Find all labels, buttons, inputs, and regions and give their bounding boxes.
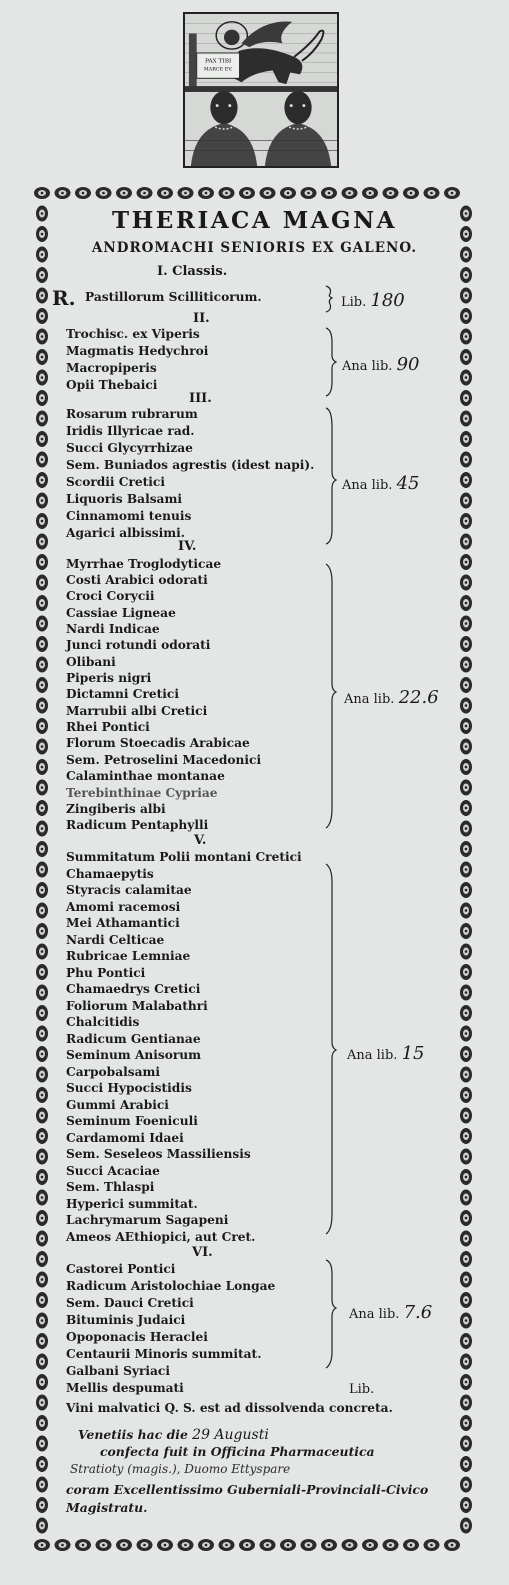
border-ornament — [36, 1354, 48, 1370]
ingredient-line: Piperis nigri — [66, 671, 152, 685]
border-ornament — [362, 1539, 378, 1551]
border-ornament — [36, 1128, 48, 1144]
border-ornament — [36, 821, 48, 837]
ingredient-line: Radicum Gentianae — [66, 1032, 201, 1046]
border-ornament — [75, 187, 91, 199]
border-ornament — [36, 1067, 48, 1083]
border-ornament — [260, 187, 276, 199]
border-ornament — [460, 739, 472, 755]
dose-class-1 — [341, 290, 405, 311]
class-heading-5: V. — [194, 833, 207, 848]
border-ornament — [460, 1313, 472, 1329]
ingredient-line: Sem. Thlaspi — [66, 1180, 155, 1194]
border-ornament — [178, 1539, 194, 1551]
border-ornament — [36, 554, 48, 570]
class-heading-2: II. — [193, 311, 210, 326]
footer-date-line — [78, 1427, 269, 1443]
border-ornament — [321, 187, 337, 199]
ingredient-line: Liquoris Balsami — [66, 492, 182, 506]
ingredient-line: Myrrhae Troglodyticae — [66, 557, 222, 571]
border-ornament — [137, 1539, 153, 1551]
border-ornament — [36, 1477, 48, 1493]
dose-label: Ana lib. — [347, 1048, 398, 1063]
ingredient-line: Olibani — [66, 655, 116, 669]
border-ornament — [96, 1539, 112, 1551]
ingredient-line: Carpobalsami — [66, 1065, 161, 1079]
ingredient-line: Junci rotundi odorati — [66, 638, 211, 652]
border-ornament — [460, 308, 472, 324]
border-ornament — [460, 513, 472, 529]
ingredient-line: Ameos AEthiopici, aut Cret. — [66, 1230, 256, 1244]
border-ornament — [383, 187, 399, 199]
border-ornament — [36, 288, 48, 304]
border-ornament — [36, 780, 48, 796]
dose-label: Ana lib. — [349, 1307, 400, 1322]
border-ornament — [116, 1539, 132, 1551]
border-ornament — [460, 1026, 472, 1042]
ingredient-line: Succi Acaciae — [66, 1164, 160, 1178]
grouping-braces — [318, 282, 338, 1407]
border-ornament — [460, 1046, 472, 1062]
border-ornament — [36, 534, 48, 550]
border-ornament — [36, 616, 48, 632]
border-ornament — [460, 534, 472, 550]
brace-class-2 — [326, 328, 336, 396]
border-ornament — [36, 267, 48, 283]
ingredient-line-honey: Mellis despumati — [66, 1381, 184, 1395]
border-ornament — [460, 944, 472, 960]
ingredient-line: Agarici albissimi. — [66, 526, 186, 540]
border-ornament — [137, 187, 153, 199]
border-ornament — [36, 841, 48, 857]
ingredient-line: Rubricae Lemniae — [66, 949, 191, 963]
border-ornament — [36, 800, 48, 816]
ingredient-line: Foliorum Malabathri — [66, 999, 208, 1013]
border-ornament — [36, 1456, 48, 1472]
border-ornament — [460, 923, 472, 939]
border-ornament — [36, 390, 48, 406]
border-ornament — [460, 759, 472, 775]
border-ornament — [157, 1539, 173, 1551]
border-ornament — [460, 1374, 472, 1390]
ingredient-line: Terebinthinae Cypriae — [66, 786, 218, 800]
border-ornament — [36, 452, 48, 468]
brace-class-1 — [326, 286, 332, 312]
border-ornament — [198, 1539, 214, 1551]
border-ornament — [36, 739, 48, 755]
border-ornament — [460, 472, 472, 488]
border-ornament — [460, 903, 472, 919]
ingredient-line: Opoponacis Heraclei — [66, 1330, 208, 1344]
ingredient-line: Macropiperis — [66, 361, 157, 375]
border-ornament — [403, 1539, 419, 1551]
brace-class-5 — [326, 864, 336, 1234]
wine-line: Vini malvatici Q. S. est ad dissolvenda concreta. — [66, 1401, 393, 1415]
border-ornament — [460, 1251, 472, 1267]
border-ornament — [280, 187, 296, 199]
border-ornament — [36, 882, 48, 898]
border-ornament — [34, 187, 50, 199]
ingredient-line: Nardi Indicae — [66, 622, 160, 636]
border-ornament — [460, 964, 472, 980]
border-ornament — [36, 923, 48, 939]
border-ornament — [460, 1272, 472, 1288]
ingredient-line: Chamaedrys Cretici — [66, 982, 201, 996]
border-ornament — [36, 1395, 48, 1411]
border-ornament — [36, 636, 48, 652]
border-ornament — [460, 616, 472, 632]
border-ornament — [460, 1005, 472, 1021]
border-ornament — [36, 964, 48, 980]
ingredient-line: Chamaepytis — [66, 867, 154, 881]
border-ornament — [460, 390, 472, 406]
dose-class-4 — [344, 687, 439, 708]
border-ornament — [460, 800, 472, 816]
border-ornament — [36, 1149, 48, 1165]
ingredient-line: Costi Arabici odorati — [66, 573, 208, 587]
ingredient-line: Gummi Arabici — [66, 1098, 169, 1112]
border-ornament — [460, 1415, 472, 1431]
dose-class-2 — [342, 354, 419, 375]
ingredient-line: Phu Pontici — [66, 966, 146, 980]
border-ornament — [444, 187, 460, 199]
border-ornament — [36, 329, 48, 345]
border-ornament — [460, 636, 472, 652]
border-ornament — [424, 187, 440, 199]
border-ornament — [36, 1333, 48, 1349]
dose-value: 15 — [401, 1043, 425, 1064]
class-heading-3: III. — [189, 391, 212, 406]
ingredient-line: Scordii Cretici — [66, 475, 165, 489]
ingredient-line: Radicum Pentaphylli — [66, 818, 209, 832]
border-ornament — [36, 1374, 48, 1390]
ingredient-line: Succi Glycyrrhizae — [66, 441, 193, 455]
border-ornament — [36, 944, 48, 960]
dose-class-6 — [349, 1302, 432, 1323]
ingredient-line: Rosarum rubrarum — [66, 407, 198, 421]
border-ornament — [239, 187, 255, 199]
border-ornament — [36, 1415, 48, 1431]
border-ornament — [460, 1333, 472, 1349]
ingredient-line: Radicum Aristolochiae Longae — [66, 1279, 276, 1293]
border-ornament — [116, 187, 132, 199]
dose-value: 7.6 — [403, 1302, 433, 1323]
ingredient-line: Galbani Syriaci — [66, 1364, 170, 1378]
border-ornament — [460, 1436, 472, 1452]
border-ornament — [36, 349, 48, 365]
page-subtitle: ANDROMACHI SENIORIS EX GALENO. — [91, 240, 418, 256]
border-ornament — [460, 1149, 472, 1165]
border-ornament — [36, 1169, 48, 1185]
ingredient-line: Calaminthae montanae — [66, 769, 225, 783]
border-ornament — [460, 1354, 472, 1370]
border-ornament — [460, 1087, 472, 1103]
border-ornament — [36, 1497, 48, 1513]
recipe-mark: R. — [52, 286, 76, 310]
ingredient-line: Dictamni Cretici — [66, 687, 179, 701]
dose-label: Ana lib. — [342, 359, 393, 374]
border-ornament — [36, 1087, 48, 1103]
border-ornament — [301, 187, 317, 199]
ingredient-line: Seminum Anisorum — [66, 1048, 202, 1062]
dose-label: Ana lib. — [344, 692, 395, 707]
border-ornament — [460, 1190, 472, 1206]
border-ornament — [178, 187, 194, 199]
border-ornament — [36, 759, 48, 775]
ingredient-line: Sem. Seseleos Massiliensis — [66, 1147, 251, 1161]
border-ornament — [36, 411, 48, 427]
border-ornament — [460, 1395, 472, 1411]
border-ornament — [460, 1210, 472, 1226]
border-ornament — [36, 1292, 48, 1308]
border-ornament — [36, 1190, 48, 1206]
ingredient-line: Cinnamomi tenuis — [66, 509, 192, 523]
ingredient-line: Marrubii albi Cretici — [66, 704, 208, 718]
ingredient-line: Bituminis Judaici — [66, 1313, 186, 1327]
footer-line-5: Magistratu. — [66, 1500, 148, 1515]
border-ornament — [460, 267, 472, 283]
ingredient-line: Centaurii Minoris summitat. — [66, 1347, 262, 1361]
border-ornament — [444, 1539, 460, 1551]
ingredient-line: Sem. Buniados agrestis (idest napi). — [66, 458, 315, 472]
border-ornament — [460, 493, 472, 509]
border-ornament — [219, 187, 235, 199]
page-title: THERIACA MAGNA — [111, 207, 398, 234]
border-ornament — [460, 1292, 472, 1308]
footer-handwritten-name: Stratioty (magis.), Duomo Ettyspare — [70, 1462, 291, 1476]
lion-of-saint-mark-woodcut — [185, 14, 337, 166]
border-ornament — [36, 493, 48, 509]
border-ornament — [198, 187, 214, 199]
border-ornament — [460, 1231, 472, 1247]
class-heading-4: IV. — [178, 539, 197, 554]
border-ornament — [460, 575, 472, 591]
border-ornament — [460, 349, 472, 365]
dose-class-5 — [347, 1043, 424, 1064]
ingredient-line: Croci Corycii — [66, 589, 155, 603]
border-ornament — [321, 1539, 337, 1551]
border-ornament — [342, 1539, 358, 1551]
ingredient-line: Summitatum Polii montani Cretici — [66, 850, 302, 864]
border-ornament — [460, 370, 472, 386]
border-ornament — [460, 288, 472, 304]
border-ornament — [36, 903, 48, 919]
border-ornament — [75, 1539, 91, 1551]
dose-value: 180 — [370, 290, 405, 311]
brace-class-4 — [326, 564, 336, 828]
footer-line-2: confecta fuit in Officina Pharmaceutica — [100, 1444, 375, 1459]
dose-label: Lib. — [341, 295, 367, 310]
woodcut-illustration — [183, 12, 339, 168]
ingredient-line: Sem. Dauci Cretici — [66, 1296, 194, 1310]
border-ornament — [36, 657, 48, 673]
dose-class-3 — [342, 473, 419, 494]
border-ornament — [460, 1518, 472, 1534]
border-ornament — [36, 513, 48, 529]
border-ornament — [36, 370, 48, 386]
border-ornament — [460, 882, 472, 898]
border-ornament — [219, 1539, 235, 1551]
border-ornament — [55, 187, 71, 199]
dose-value: 45 — [396, 473, 420, 494]
border-ornament — [460, 411, 472, 427]
border-ornament — [460, 1108, 472, 1124]
ingredient-line: Lachrymarum Sagapeni — [66, 1213, 229, 1227]
border-ornament — [36, 1313, 48, 1329]
border-ornament — [460, 718, 472, 734]
ingredient-line: Hyperici summitat. — [66, 1197, 198, 1211]
ingredient-line: Pastillorum Scilliticorum. — [85, 290, 262, 304]
dose-value: 90 — [396, 354, 420, 375]
class-heading-6: VI. — [192, 1245, 213, 1260]
ingredient-line: Styracis calamitae — [66, 883, 192, 897]
border-ornament — [36, 677, 48, 693]
brace-class-3 — [326, 408, 336, 544]
dose-honey: Lib. — [349, 1382, 375, 1397]
border-ornament — [36, 1108, 48, 1124]
ingredient-line: Mei Athamantici — [66, 916, 180, 930]
border-ornament — [460, 329, 472, 345]
border-ornament — [36, 1231, 48, 1247]
border-ornament — [36, 1210, 48, 1226]
border-ornament — [96, 187, 112, 199]
border-ornament — [460, 452, 472, 468]
ingredient-line: Opii Thebaici — [66, 378, 158, 392]
border-ornament — [460, 677, 472, 693]
border-ornament — [424, 1539, 440, 1551]
border-ornament — [36, 1251, 48, 1267]
border-ornament — [36, 1272, 48, 1288]
border-ornament — [460, 985, 472, 1001]
ingredient-line: Magmatis Hedychroi — [66, 344, 209, 358]
class-heading-1: I. Classis. — [157, 264, 228, 279]
border-ornament — [460, 821, 472, 837]
border-ornament — [36, 308, 48, 324]
border-ornament — [36, 698, 48, 714]
border-ornament — [460, 1169, 472, 1185]
border-ornament — [460, 657, 472, 673]
border-ornament — [36, 575, 48, 591]
footer-date-prefix: Venetiis hac die — [78, 1427, 188, 1442]
ingredient-line: Nardi Celticae — [66, 933, 165, 947]
dose-value: 22.6 — [398, 687, 439, 708]
border-ornament — [36, 1046, 48, 1062]
ingredient-line: Chalcitidis — [66, 1015, 140, 1029]
ingredient-line: Cardamomi Idaei — [66, 1131, 184, 1145]
border-ornament — [362, 187, 378, 199]
border-ornament — [460, 841, 472, 857]
border-ornament — [239, 1539, 255, 1551]
border-ornament — [460, 554, 472, 570]
ingredient-line: Cassiae Ligneae — [66, 606, 176, 620]
ingredient-line: Trochisc. ex Viperis — [66, 327, 200, 341]
border-ornament — [36, 1436, 48, 1452]
footer-line-4: coram Excellentissimo Guberniali-Provinciali-Civico — [66, 1482, 429, 1497]
border-ornament — [36, 718, 48, 734]
border-ornament — [34, 1539, 50, 1551]
ingredient-line: Castorei Pontici — [66, 1262, 176, 1276]
border-ornament — [342, 187, 358, 199]
border-ornament — [36, 1005, 48, 1021]
ingredient-line: Iridis Illyricae rad. — [66, 424, 195, 438]
border-ornament — [460, 1456, 472, 1472]
ingredient-line: Amomi racemosi — [66, 900, 181, 914]
ingredient-line: Florum Stoecadis Arabicae — [66, 736, 250, 750]
border-ornament — [36, 472, 48, 488]
border-ornament — [36, 1026, 48, 1042]
border-ornament — [260, 1539, 276, 1551]
border-ornament — [403, 187, 419, 199]
ingredient-line: Seminum Foeniculi — [66, 1114, 198, 1128]
border-ornament — [157, 187, 173, 199]
ingredient-line: Rhei Pontici — [66, 720, 150, 734]
footer-date-handwritten: 29 Augusti — [192, 1427, 269, 1443]
border-ornament — [460, 431, 472, 447]
border-ornament — [36, 595, 48, 611]
border-ornament — [460, 1497, 472, 1513]
border-ornament — [36, 862, 48, 878]
border-ornament — [460, 698, 472, 714]
ingredient-line: Zingiberis albi — [66, 802, 166, 816]
border-ornament — [460, 1128, 472, 1144]
brace-class-6 — [326, 1260, 336, 1368]
border-ornament — [301, 1539, 317, 1551]
border-ornament — [383, 1539, 399, 1551]
border-ornament — [460, 862, 472, 878]
ingredient-line: Succi Hypocistidis — [66, 1081, 192, 1095]
border-ornament — [280, 1539, 296, 1551]
svg-text:PAX TIBI: PAX TIBI — [204, 58, 232, 65]
border-ornament — [36, 431, 48, 447]
border-ornament — [460, 1477, 472, 1493]
border-ornament — [460, 1067, 472, 1083]
ingredient-line: Sem. Petroselini Macedonici — [66, 753, 262, 767]
dose-label: Ana lib. — [342, 478, 393, 493]
border-ornament — [36, 1518, 48, 1534]
svg-text:MARCE EV.: MARCE EV. — [203, 66, 233, 73]
border-ornament — [460, 595, 472, 611]
border-ornament — [36, 985, 48, 1001]
border-ornament — [55, 1539, 71, 1551]
border-ornament — [460, 780, 472, 796]
